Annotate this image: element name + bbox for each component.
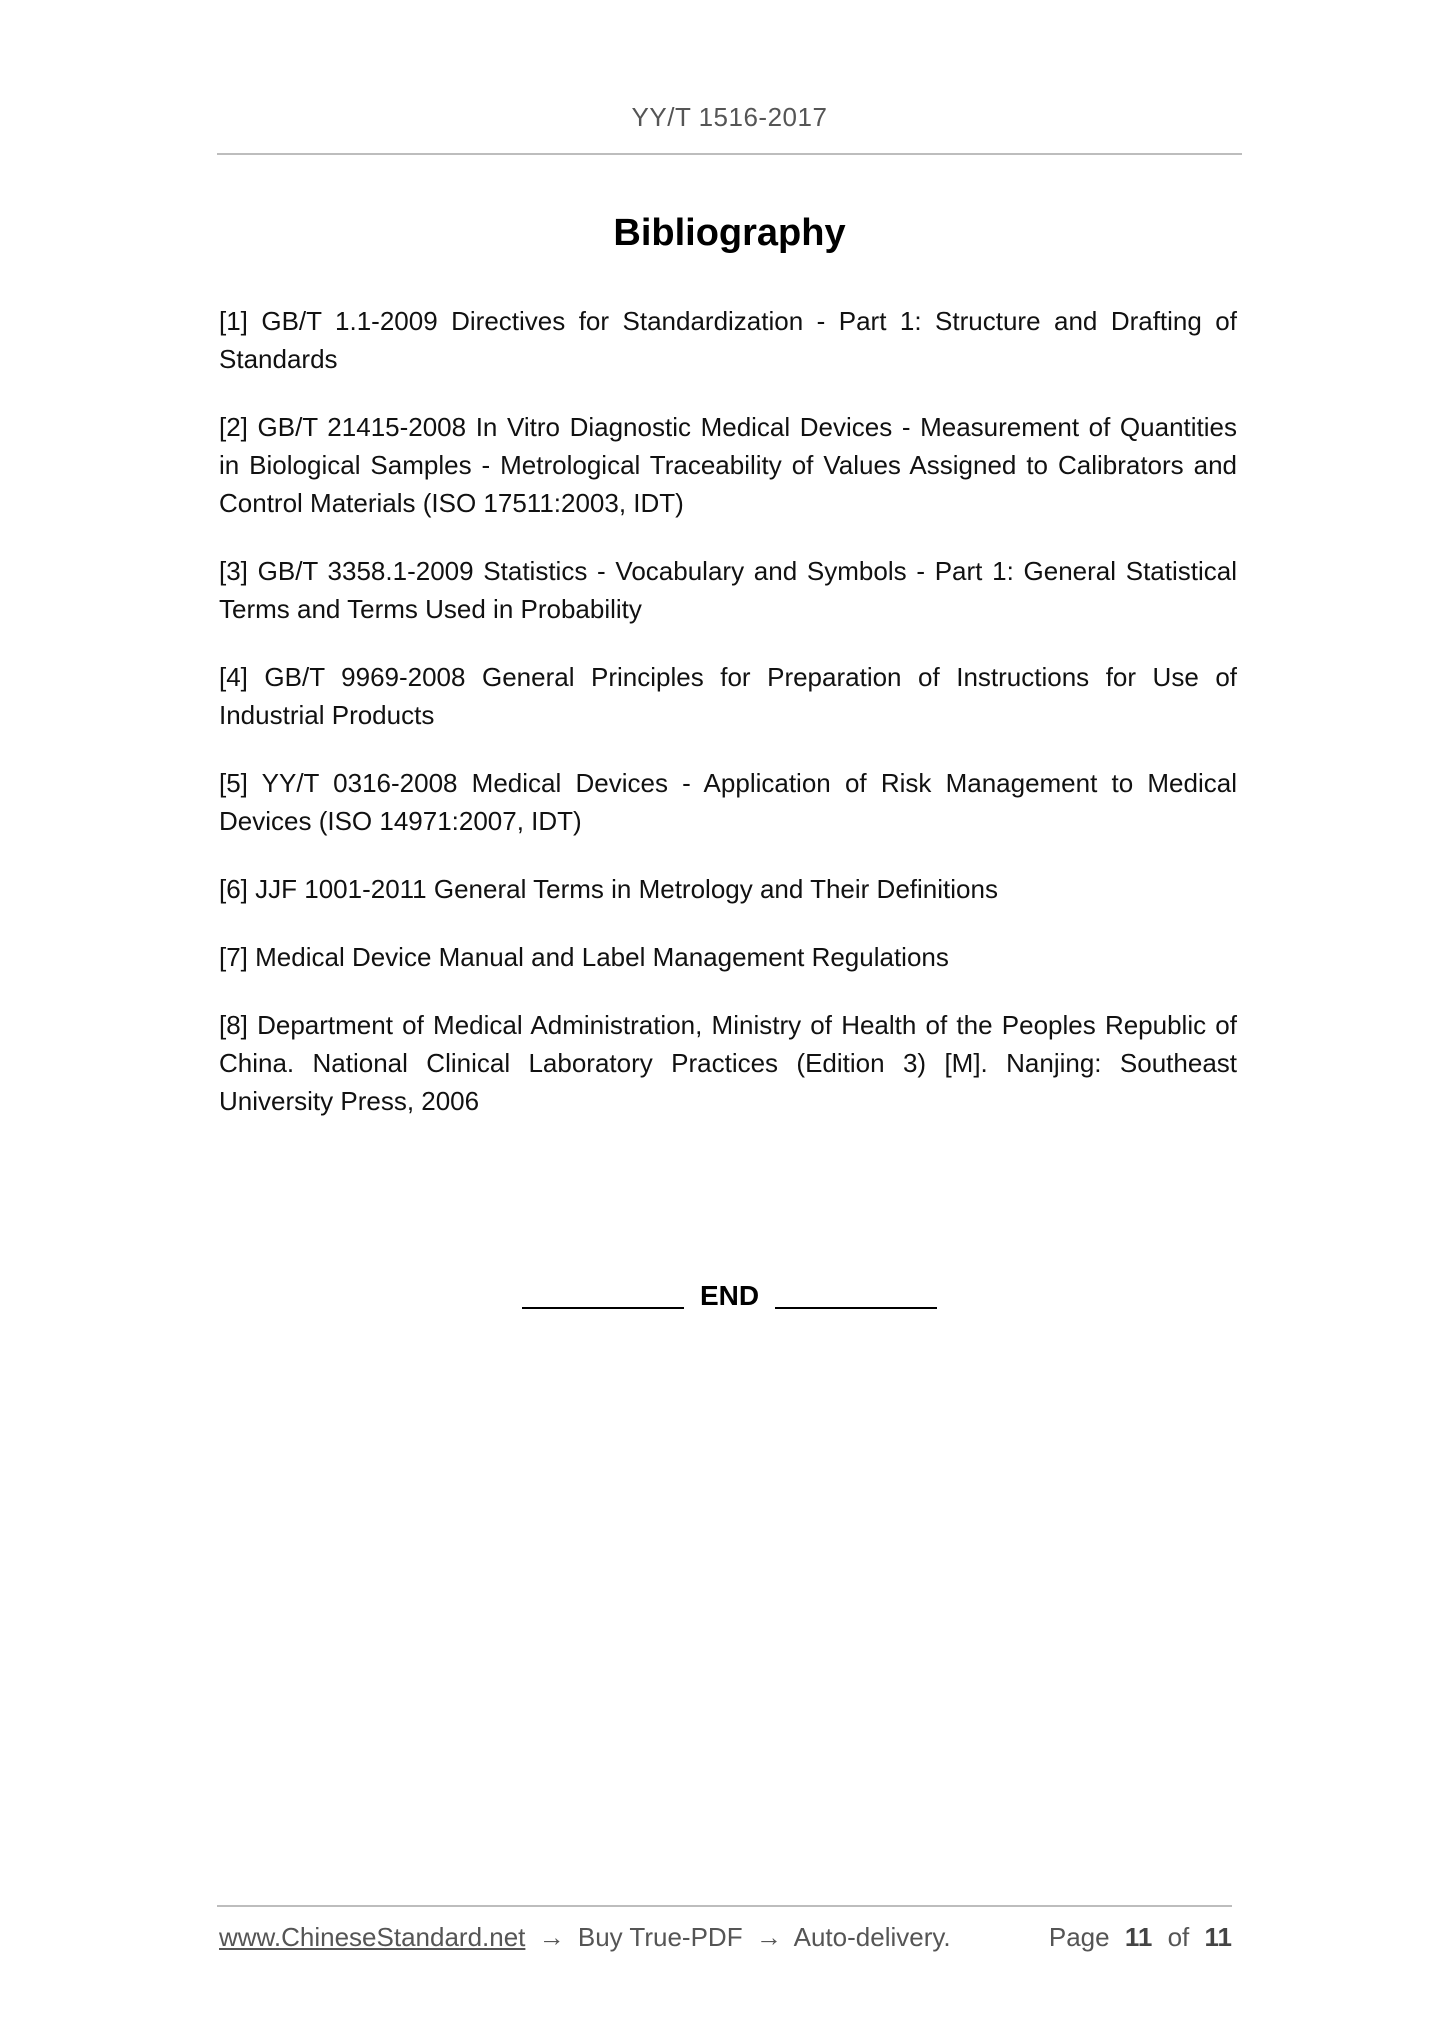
- total-pages-number: 11: [1204, 1922, 1232, 1952]
- reference-item-3: [3] GB/T 3358.1-2009 Statistics - Vocabulary and Symbols - Part 1: General Statistical Terms and Terms Used in Probability: [219, 556, 1237, 624]
- end-line-right: [775, 1307, 937, 1309]
- delivery-text: Auto-delivery.: [793, 1922, 951, 1952]
- reference-item-4: [4] GB/T 9969-2008 General Principles for Preparation of Instructions for Use of Industrial Products: [219, 662, 1237, 730]
- arrow-right-icon: →: [538, 1922, 565, 1952]
- end-line-left: [522, 1307, 684, 1309]
- footer-divider: [217, 1905, 1232, 1907]
- header-divider: [217, 153, 1242, 155]
- buy-text: Buy True-PDF: [577, 1922, 743, 1952]
- page-title: Bibliography: [613, 212, 846, 254]
- reference-item-1: [1] GB/T 1.1-2009 Directives for Standardization - Part 1: Structure and Drafting of Standards: [219, 306, 1237, 374]
- reference-item-8: [8] Department of Medical Administration, Ministry of Health of the Peoples Republic of China. National Clinical Laboratory Practices (Edition 3) [M]. Nanjing: Southeast University Press, 2006: [219, 1010, 1237, 1116]
- reference-item-2: [2] GB/T 21415-2008 In Vitro Diagnostic Medical Devices - Measurement of Quantities in Biological Samples - Metrological Traceability of Values Assigned to Calibrators and Control Materials (ISO 17511:2003, IDT): [219, 412, 1237, 518]
- end-label: END: [699, 1280, 760, 1311]
- bibliography-list: [219, 302, 1237, 1150]
- running-header-doc-code: YY/T 1516-2017: [631, 102, 828, 132]
- page-label: Page: [1048, 1922, 1110, 1952]
- reference-item-6: [6] JJF 1001-2011 General Terms in Metrology and Their Definitions: [219, 874, 998, 904]
- page-indicator: [1049, 1922, 1232, 1953]
- current-page-number: 11: [1124, 1922, 1153, 1952]
- reference-item-5: [5] YY/T 0316-2008 Medical Devices - Application of Risk Management to Medical Devices (ISO 14971:2007, IDT): [219, 768, 1237, 836]
- of-label: of: [1167, 1922, 1190, 1952]
- reference-item-7: [7] Medical Device Manual and Label Management Regulations: [219, 942, 949, 972]
- arrow-right-icon: →: [755, 1922, 782, 1952]
- end-marker: [217, 1280, 1242, 1312]
- footer-promo: [219, 1922, 951, 1953]
- site-link[interactable]: www.ChineseStandard.net: [219, 1922, 526, 1952]
